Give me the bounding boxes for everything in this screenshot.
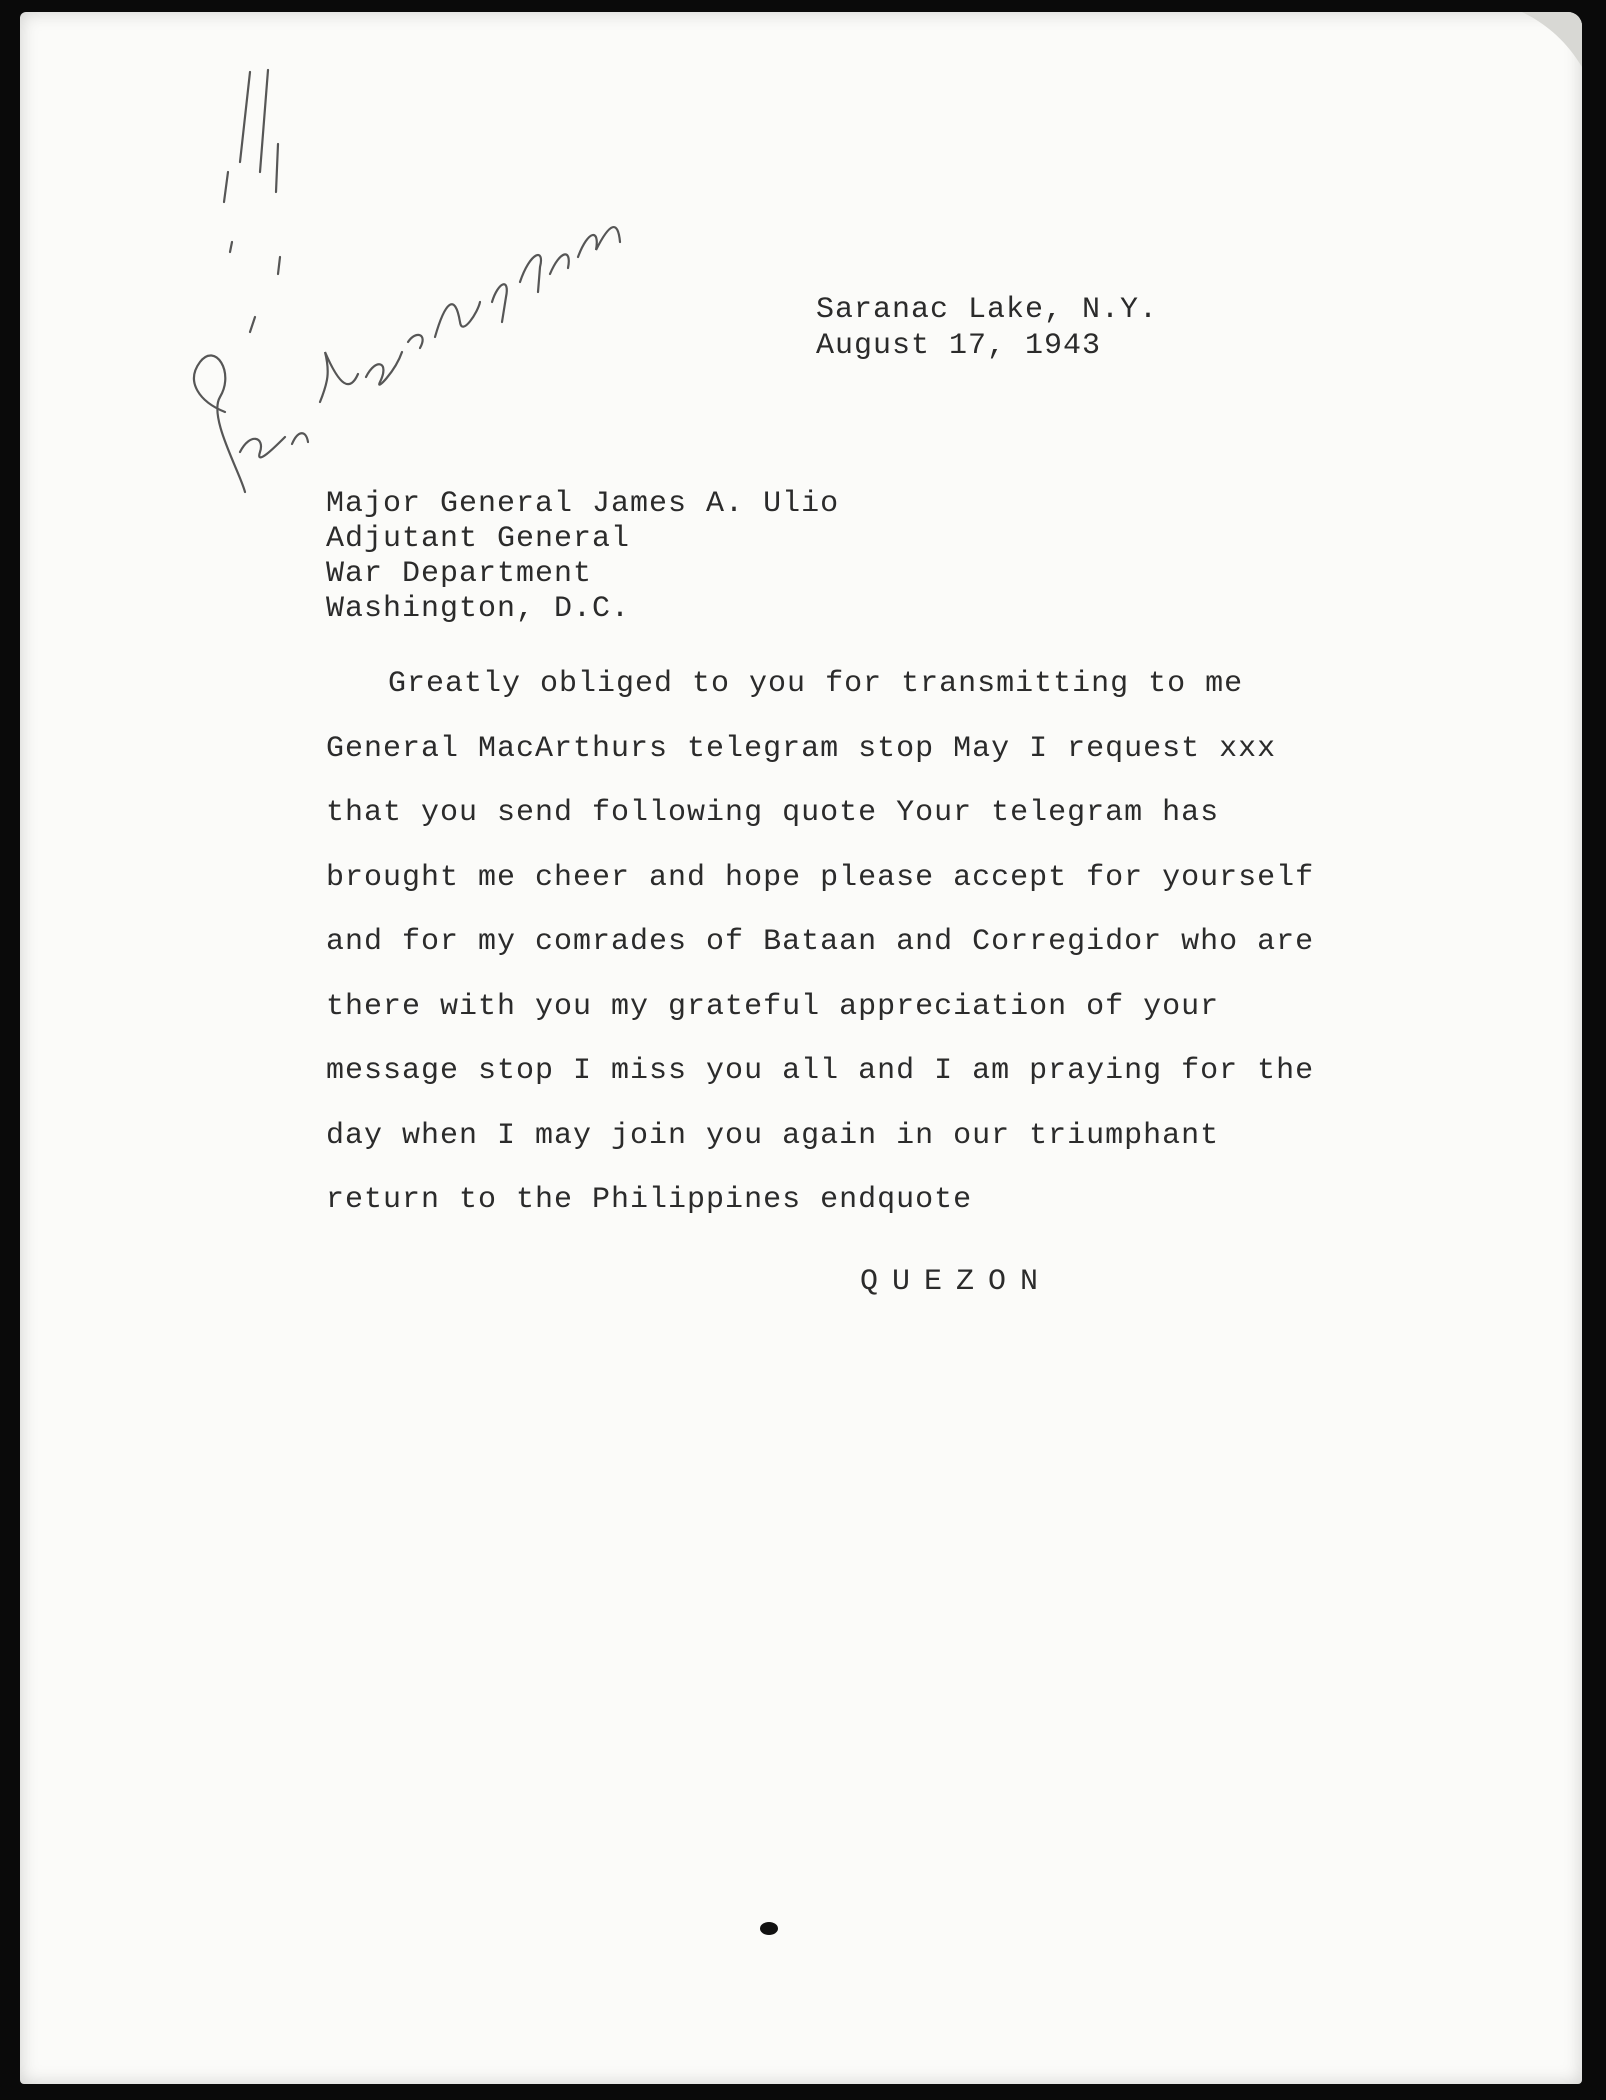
body-line: and for my comrades of Bataan and Corregidor who are [326, 925, 1315, 959]
recipient-name: Major General James A. Ulio [326, 487, 840, 521]
recipient-title: Adjutant General [326, 522, 631, 556]
body-line: Greatly obliged to you for transmitting to me [388, 667, 1244, 701]
body-line: there with you my grateful appreciation of your [326, 989, 1220, 1024]
letter-date: August 17, 1943 [816, 329, 1102, 363]
letter-place: Saranac Lake, N.Y. [816, 293, 1159, 327]
letter-page [20, 12, 1582, 2084]
body-line: return to the Philippines endquote [326, 1183, 973, 1217]
ink-speck [760, 1922, 778, 1935]
letter-body [326, 652, 1314, 1233]
body-line: day when I may join you again in our triumphant [326, 1118, 1220, 1153]
handwritten-annotation [180, 52, 820, 512]
body-line: General MacArthurs telegram stop May I request xxx [326, 731, 1277, 766]
recipient-city: Washington, D.C. [326, 592, 631, 626]
corner-wear [1512, 12, 1582, 72]
recipient-department: War Department [326, 557, 593, 591]
signature: QUEZON [860, 1265, 1053, 1299]
body-line: that you send following quote Your telegram has [326, 796, 1220, 830]
letter-heading [816, 292, 1158, 364]
body-line: message stop I miss you all and I am praying for the [326, 1054, 1315, 1088]
body-line: brought me cheer and hope please accept for yourself [326, 860, 1315, 895]
recipient-address [326, 487, 839, 627]
